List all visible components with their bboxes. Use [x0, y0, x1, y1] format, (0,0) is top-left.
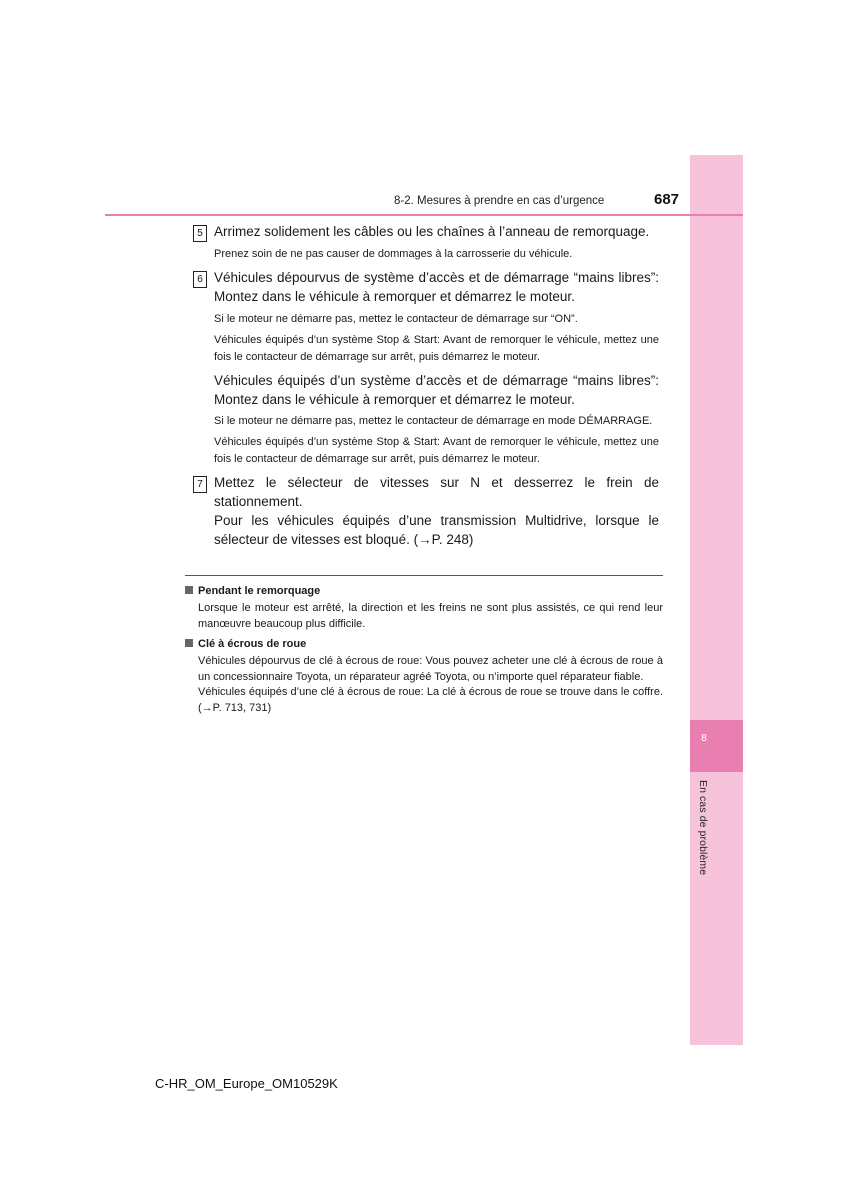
note-body-wheel-nut-wrench: Véhicules équipés d’une clé à écrous de roue: La clé à écrous de roue se trouve dans le coffre. (→P. 713, 731) [198, 686, 663, 714]
chapter-side-tab [690, 155, 743, 1045]
step-note: Véhicules équipés d’un système Stop & Start: Avant de remorquer le véhicule, mettez une fois le contacteur de démarrage sur arrêt, puis démarrez le moteur. [214, 436, 659, 465]
page-number: 687 [654, 191, 680, 208]
procedure-steps [189, 222, 659, 549]
step-number-box: 5 [193, 225, 207, 242]
step-5 [189, 222, 659, 263]
step-instruction-alt: Véhicules équipés d’un système d’accès et de démarrage “mains libres”: Montez dans le véhicule à remorquer et démarrez le moteur. [214, 373, 659, 407]
step-number-box: 7 [193, 476, 207, 493]
note-body-towing: Lorsque le moteur est arrêté, la direction et les freins ne sont plus assistés, ce qui rend leur manœuvre beaucoup plus difficile. [198, 602, 663, 630]
chapter-number: 8 [701, 733, 707, 744]
step-instruction: Mettez le sélecteur de vitesses sur N et desserrez le frein de stationnement. [214, 475, 659, 509]
step-note: Prenez soin de ne pas causer de dommages à la carrosserie du véhicule. [214, 248, 573, 260]
square-bullet-icon [185, 639, 193, 647]
step-6 [189, 268, 659, 468]
notes-section [185, 575, 663, 716]
chapter-label: En cas de problème [697, 780, 709, 876]
step-instruction: Arrimez solidement les câbles ou les chaînes à l’anneau de remorquage. [214, 224, 650, 239]
step-note: Si le moteur ne démarre pas, mettez le contacteur de démarrage en mode DÉMARRAGE. [214, 415, 653, 427]
step-instruction: Véhicules dépourvus de système d’accès et de démarrage “mains libres”: Montez dans le véhicule à remorquer et démarrez le moteur. [214, 270, 659, 304]
step-instruction-alt: Pour les véhicules équipés d’une transmission Multidrive, lorsque le sélecteur de vitesses est bloqué. (→P. 248) [214, 513, 659, 547]
header-divider [105, 214, 743, 216]
step-note: Véhicules équipés d’un système Stop & Start: Avant de remorquer le véhicule, mettez une fois le contacteur de démarrage sur arrêt, puis démarrez le moteur. [214, 334, 659, 363]
step-note: Si le moteur ne démarre pas, mettez le contacteur de démarrage sur “ON”. [214, 313, 578, 325]
note-body-wheel-nut-wrench: Véhicules dépourvus de clé à écrous de roue: Vous pouvez acheter une clé à écrous de roue à un concessionnaire Toyota, un réparateur agréé Toyota, ou n’importe quel réparateur fiable. [198, 655, 663, 683]
notes-divider [185, 575, 663, 576]
square-bullet-icon [185, 586, 193, 594]
note-heading-towing: Pendant le remorquage [185, 584, 663, 598]
step-7 [189, 473, 659, 549]
chapter-tab-active-marker [690, 720, 743, 772]
step-number-box: 6 [193, 271, 207, 288]
document-code: C-HR_OM_Europe_OM10529K [155, 1076, 338, 1091]
note-heading-wheel-nut-wrench: Clé à écrous de roue [185, 637, 663, 651]
section-title: 8-2. Mesures à prendre en cas d’urgence [394, 195, 605, 207]
